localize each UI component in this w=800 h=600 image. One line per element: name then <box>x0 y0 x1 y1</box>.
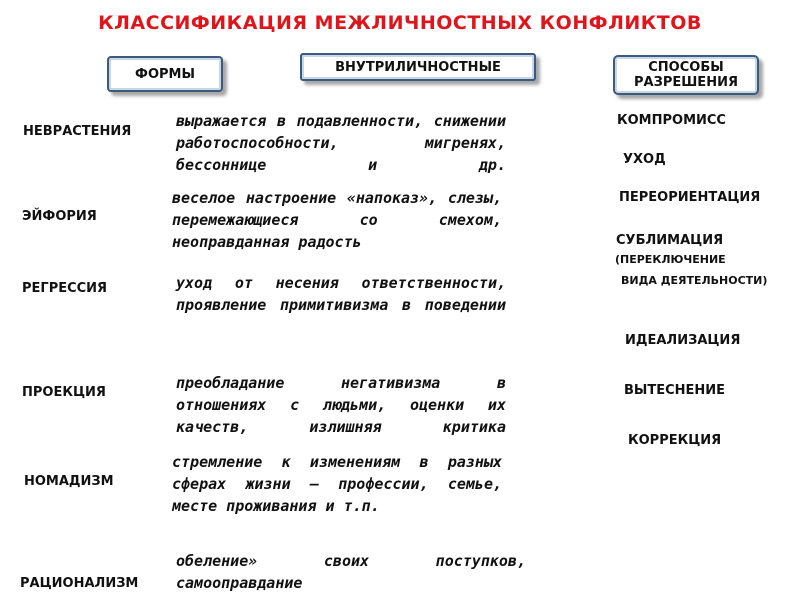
way-sublimation-note-2: ВИДА ДЕЯТЕЛЬНОСТИ) <box>621 274 768 287</box>
form-euphoria: ЭЙФОРИЯ <box>22 209 97 224</box>
way-correction: КОРРЕКЦИЯ <box>628 433 722 448</box>
desc-rationalism: обеление» своих поступков, самооправдание <box>176 552 526 592</box>
desc-projection: преобладание негативизма в отношениях с людьми, оценки их качеств, излишняя критика <box>176 374 506 436</box>
form-nomadism: НОМАДИЗМ <box>24 474 114 489</box>
page-title: КЛАССИФИКАЦИЯ МЕЖЛИЧНОСТНЫХ КОНФЛИКТОВ <box>98 12 702 34</box>
desc-euphoria: веселое настроение «напоказ», слезы, перемежающиеся со смехом, неоправданная радость <box>172 189 502 251</box>
way-sublimation-note-1: (ПЕРЕКЛЮЧЕНИЕ <box>615 253 726 266</box>
form-regression: РЕГРЕССИЯ <box>22 281 108 296</box>
ways-header-line1: СПОСОБЫ <box>648 60 724 75</box>
way-withdrawal: УХОД <box>623 152 666 167</box>
ways-header-line2: РАЗРЕШЕНИЯ <box>634 75 738 90</box>
forms-header-label: ФОРМЫ <box>135 66 195 82</box>
way-idealization: ИДЕАЛИЗАЦИЯ <box>625 333 741 348</box>
form-rationalism: РАЦИОНАЛИЗМ <box>20 576 139 591</box>
ways-header-box <box>613 55 759 95</box>
intrapersonal-header-box <box>300 53 536 81</box>
desc-nomadism: стремление к изменениям в разных сферах жизни – профессии, семье, месте проживания и т.п. <box>172 453 502 515</box>
form-neurasthenia: НЕВРАСТЕНИЯ <box>23 124 132 139</box>
desc-neurasthenia: выражается в подавленности, снижении работоспособности, мигренях, бессоннице и др. <box>176 112 506 174</box>
form-projection: ПРОЕКЦИЯ <box>22 385 106 400</box>
way-repression: ВЫТЕСНЕНИЕ <box>624 383 726 398</box>
desc-regression: уход от несения ответственности, проявление примитивизма в поведении <box>176 274 506 314</box>
way-reorientation: ПЕРЕОРИЕНТАЦИЯ <box>619 190 761 205</box>
forms-header-box <box>107 56 223 92</box>
way-sublimation: СУБЛИМАЦИЯ <box>616 233 724 248</box>
way-compromise: КОМПРОМИСС <box>617 113 726 128</box>
intrapersonal-header-label: ВНУТРИЛИЧНОСТНЫЕ <box>335 59 501 75</box>
